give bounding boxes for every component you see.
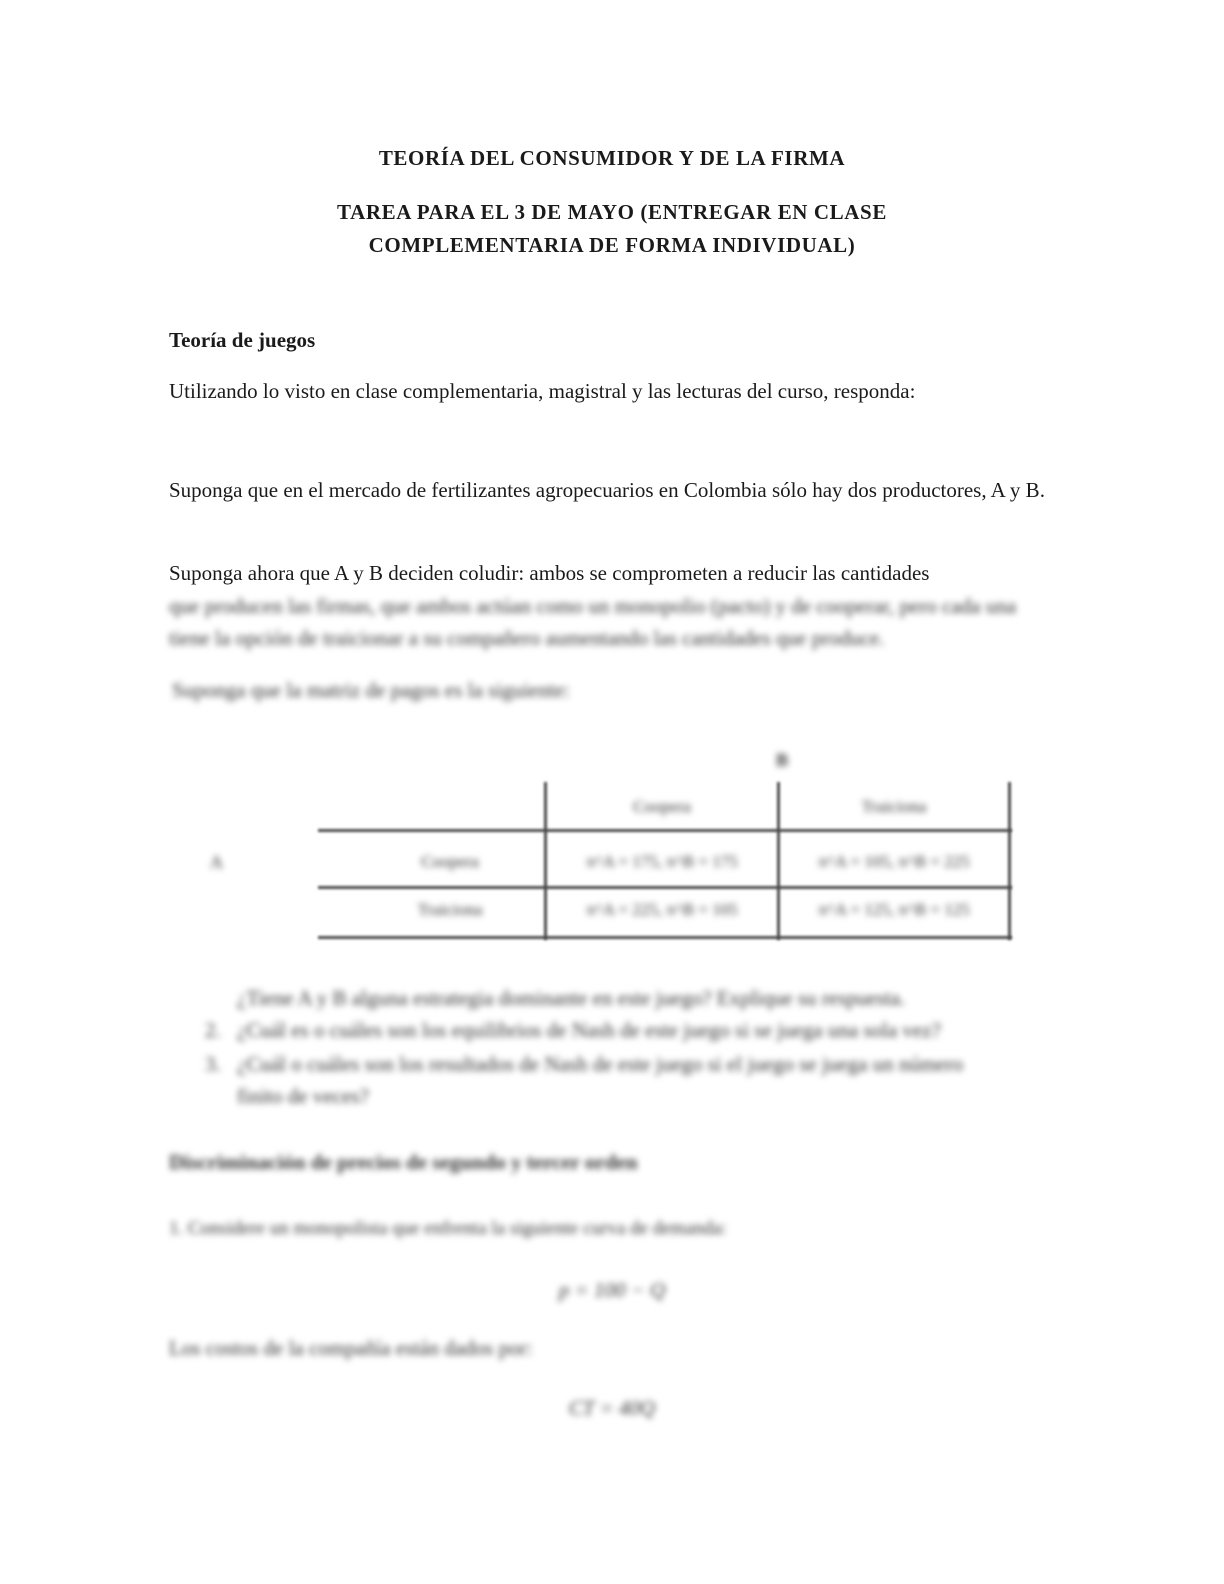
table-vline-2 [777, 782, 780, 940]
market-paragraph: Suponga que en el mercado de fertilizantes agropecuarios en Colombia sólo hay dos productores, A y B. [169, 478, 1045, 502]
table-cell-r1c2: π^A = 105, π^B = 225 [818, 852, 970, 871]
blurred-line-2: tiene la opción de traicionar a su compañero aumentando las cantidades que produce. [169, 626, 885, 650]
player-a-label: A [210, 852, 223, 872]
section-heading-game-theory: Teoría de juegos [169, 328, 316, 352]
question-2: ¿Cuál es o cuáles son los equilibrios de Nash de este juego si se juega una sola vez? [237, 1018, 941, 1042]
section-heading-price-discrimination: Discriminación de precios de segundo y tercer orden [169, 1150, 638, 1174]
table-cell-r2c2: π^A = 125, π^B = 125 [818, 900, 970, 919]
question-3: ¿Cuál o cuáles son los resultados de Nash de este juego si el juego se juega un número [237, 1052, 964, 1076]
cost-intro: Los costos de la compañía están dados por: [169, 1336, 533, 1360]
table-row-header-1: Coopera [421, 852, 479, 871]
question-3-number: 3. [205, 1052, 221, 1076]
blurred-line-3: Suponga que la matriz de pagos es la siguiente: [172, 678, 570, 702]
table-hline-1 [318, 829, 1012, 832]
cost-equation: CT = 40Q [568, 1396, 656, 1420]
table-hline-3 [318, 936, 1012, 939]
blurred-line-1: que producen las firmas, que ambos actúan como un monopolio (pacto) y de cooperar, pero cada una [169, 594, 1017, 618]
assignment-title-line2: COMPLEMENTARIA DE FORMA INDIVIDUAL) [368, 233, 856, 257]
document-title: TEORÍA DEL CONSUMIDOR Y DE LA FIRMA [378, 146, 846, 170]
demand-equation: p = 100 − Q [558, 1278, 666, 1302]
table-vline-1 [544, 782, 547, 940]
table-cell-r1c1: π^A = 175, π^B = 175 [586, 852, 738, 871]
table-vline-3 [1008, 782, 1011, 940]
question-1: ¿Tiene A y B alguna estrategia dominante en este juego? Explique su respuesta. [237, 986, 906, 1010]
table-col-header-1: Coopera [633, 797, 691, 816]
player-b-label: B [776, 750, 789, 770]
table-row-header-2: Traiciona [417, 900, 483, 919]
table-col-header-2: Traiciona [861, 797, 927, 816]
collusion-paragraph: Suponga ahora que A y B deciden coludir: ambos se comprometen a reducir las cantidades [169, 561, 930, 585]
table-hline-2 [318, 886, 1012, 889]
question-2-number: 2. [205, 1018, 221, 1042]
table-cell-r2c1: π^A = 225, π^B = 105 [586, 900, 738, 919]
question-3-continued: finito de veces? [237, 1084, 369, 1108]
assignment-title [0, 196, 1224, 262]
intro-paragraph: Utilizando lo visto en clase complementaria, magistral y las lecturas del curso, responda: [169, 379, 916, 403]
problem-1-statement: 1. Considere un monopolista que enfrenta la siguiente curva de demanda: [169, 1218, 727, 1239]
assignment-title-line1: TAREA PARA EL 3 DE MAYO (ENTREGAR EN CLASE [337, 200, 887, 224]
